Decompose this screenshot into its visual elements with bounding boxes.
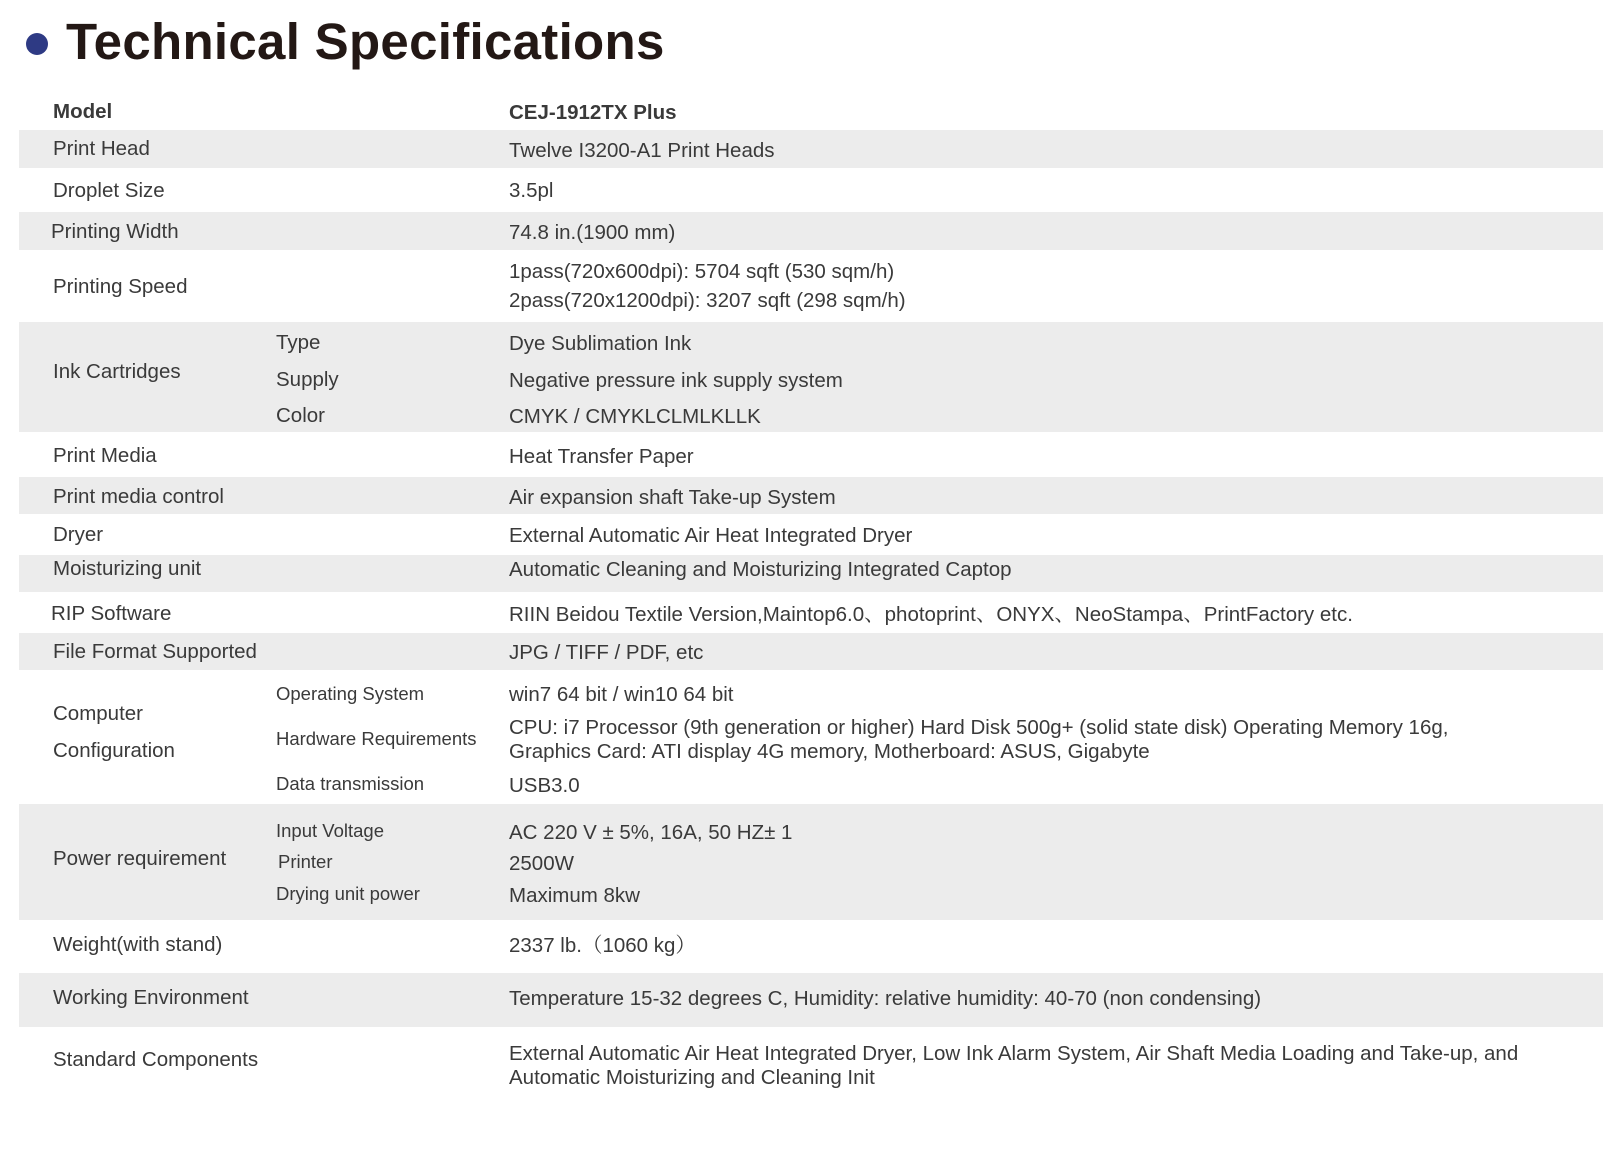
spec-table xyxy=(19,96,1603,1100)
spec-label: Printing Speed xyxy=(53,275,188,298)
spec-label: Ink Cartridges xyxy=(53,360,181,383)
spec-sublabel: Printer xyxy=(278,851,333,872)
spec-row-print-media xyxy=(19,432,1603,477)
spec-value: External Automatic Air Heat Integrated Dryer xyxy=(509,524,913,547)
spec-row-power-requirement xyxy=(19,804,1603,920)
bullet-dot-icon xyxy=(26,33,48,55)
spec-value: Twelve I3200-A1 Print Heads xyxy=(509,139,775,162)
spec-value: AC 220 V ± 5%, 16A, 50 HZ± 1 xyxy=(509,821,793,844)
spec-label: Print media control xyxy=(53,485,224,508)
spec-row-printing-speed xyxy=(19,250,1603,322)
spec-row-print-head xyxy=(19,130,1603,168)
spec-value: Heat Transfer Paper xyxy=(509,445,694,468)
spec-label: Print Media xyxy=(53,444,157,467)
spec-value: CMYK / CMYKLCLMLKLLK xyxy=(509,405,761,428)
spec-value: win7 64 bit / win10 64 bit xyxy=(509,683,734,706)
spec-label: Computer xyxy=(53,702,144,725)
spec-label: Standard Components xyxy=(53,1048,259,1071)
spec-row-standard-components xyxy=(19,1027,1603,1100)
spec-value: RIIN Beidou Textile Version,Maintop6.0、photoprint、ONYX、NeoStampa、PrintFactory etc. xyxy=(509,603,1353,626)
spec-value: 74.8 in.(1900 mm) xyxy=(509,221,676,244)
spec-row-droplet-size xyxy=(19,168,1603,212)
spec-row-ink-cartridges xyxy=(19,322,1603,432)
spec-value: Graphics Card: ATI display 4G memory, Motherboard: ASUS, Gigabyte xyxy=(509,740,1150,763)
spec-label: Power requirement xyxy=(53,847,227,870)
spec-row-moisturizing-unit xyxy=(19,555,1603,592)
spec-sublabel: Type xyxy=(276,331,321,354)
spec-value: Automatic Moisturizing and Cleaning Init xyxy=(509,1066,875,1089)
spec-value: 2337 lb.（1060 kg） xyxy=(509,934,696,957)
spec-value: Negative pressure ink supply system xyxy=(509,369,843,392)
spec-row-print-media-control xyxy=(19,477,1603,514)
spec-row-weight xyxy=(19,920,1603,973)
spec-value: 1pass(720x600dpi): 5704 sqft (530 sqm/h) xyxy=(509,260,895,283)
spec-value: Air expansion shaft Take-up System xyxy=(509,486,836,509)
spec-sublabel: Operating System xyxy=(276,683,425,704)
spec-row-computer-configuration xyxy=(19,670,1603,804)
spec-label: Weight(with stand) xyxy=(53,933,223,956)
spec-row-dryer xyxy=(19,514,1603,555)
spec-value: CEJ-1912TX Plus xyxy=(509,101,677,124)
spec-sublabel: Input Voltage xyxy=(276,820,385,841)
spec-value: External Automatic Air Heat Integrated Dryer, Low Ink Alarm System, Air Shaft Media Loading and Take-up, and xyxy=(509,1042,1519,1065)
spec-label: Configuration xyxy=(53,739,175,762)
spec-value: Temperature 15-32 degrees C, Humidity: relative humidity: 40-70 (non condensing) xyxy=(509,987,1262,1010)
spec-value: Maximum 8kw xyxy=(509,884,640,907)
spec-value: 2500W xyxy=(509,852,574,875)
spec-sublabel: Hardware Requirements xyxy=(276,728,477,749)
spec-label: File Format Supported xyxy=(53,640,257,663)
spec-label: Print Head xyxy=(53,137,150,160)
spec-value: Automatic Cleaning and Moisturizing Integrated Captop xyxy=(509,558,1012,581)
spec-label: Dryer xyxy=(53,523,104,546)
spec-row-model xyxy=(19,96,1603,130)
spec-value: 2pass(720x1200dpi): 3207 sqft (298 sqm/h) xyxy=(509,289,906,312)
spec-value: JPG / TIFF / PDF, etc xyxy=(509,641,704,664)
spec-row-rip-software xyxy=(19,592,1603,633)
spec-row-printing-width xyxy=(19,212,1603,250)
page-header xyxy=(26,6,665,76)
spec-sublabel: Data transmission xyxy=(276,773,425,794)
spec-label: Working Environment xyxy=(53,986,249,1009)
spec-value: 3.5pl xyxy=(509,179,554,202)
spec-label: Droplet Size xyxy=(53,179,165,202)
spec-value: USB3.0 xyxy=(509,774,580,797)
page-title: Technical Specifications xyxy=(66,12,665,70)
spec-row-working-environment xyxy=(19,973,1603,1027)
spec-value: Dye Sublimation Ink xyxy=(509,332,692,355)
spec-value: CPU: i7 Processor (9th generation or higher) Hard Disk 500g+ (solid state disk) Operating Memory 16g, xyxy=(509,716,1449,739)
spec-row-file-format xyxy=(19,633,1603,670)
spec-sublabel: Drying unit power xyxy=(276,883,420,904)
spec-label: Moisturizing unit xyxy=(53,557,202,580)
spec-label: Model xyxy=(53,100,113,123)
spec-sublabel: Supply xyxy=(276,368,339,391)
spec-label: RIP Software xyxy=(51,602,172,625)
spec-sublabel: Color xyxy=(276,404,325,427)
spec-label: Printing Width xyxy=(51,220,179,243)
